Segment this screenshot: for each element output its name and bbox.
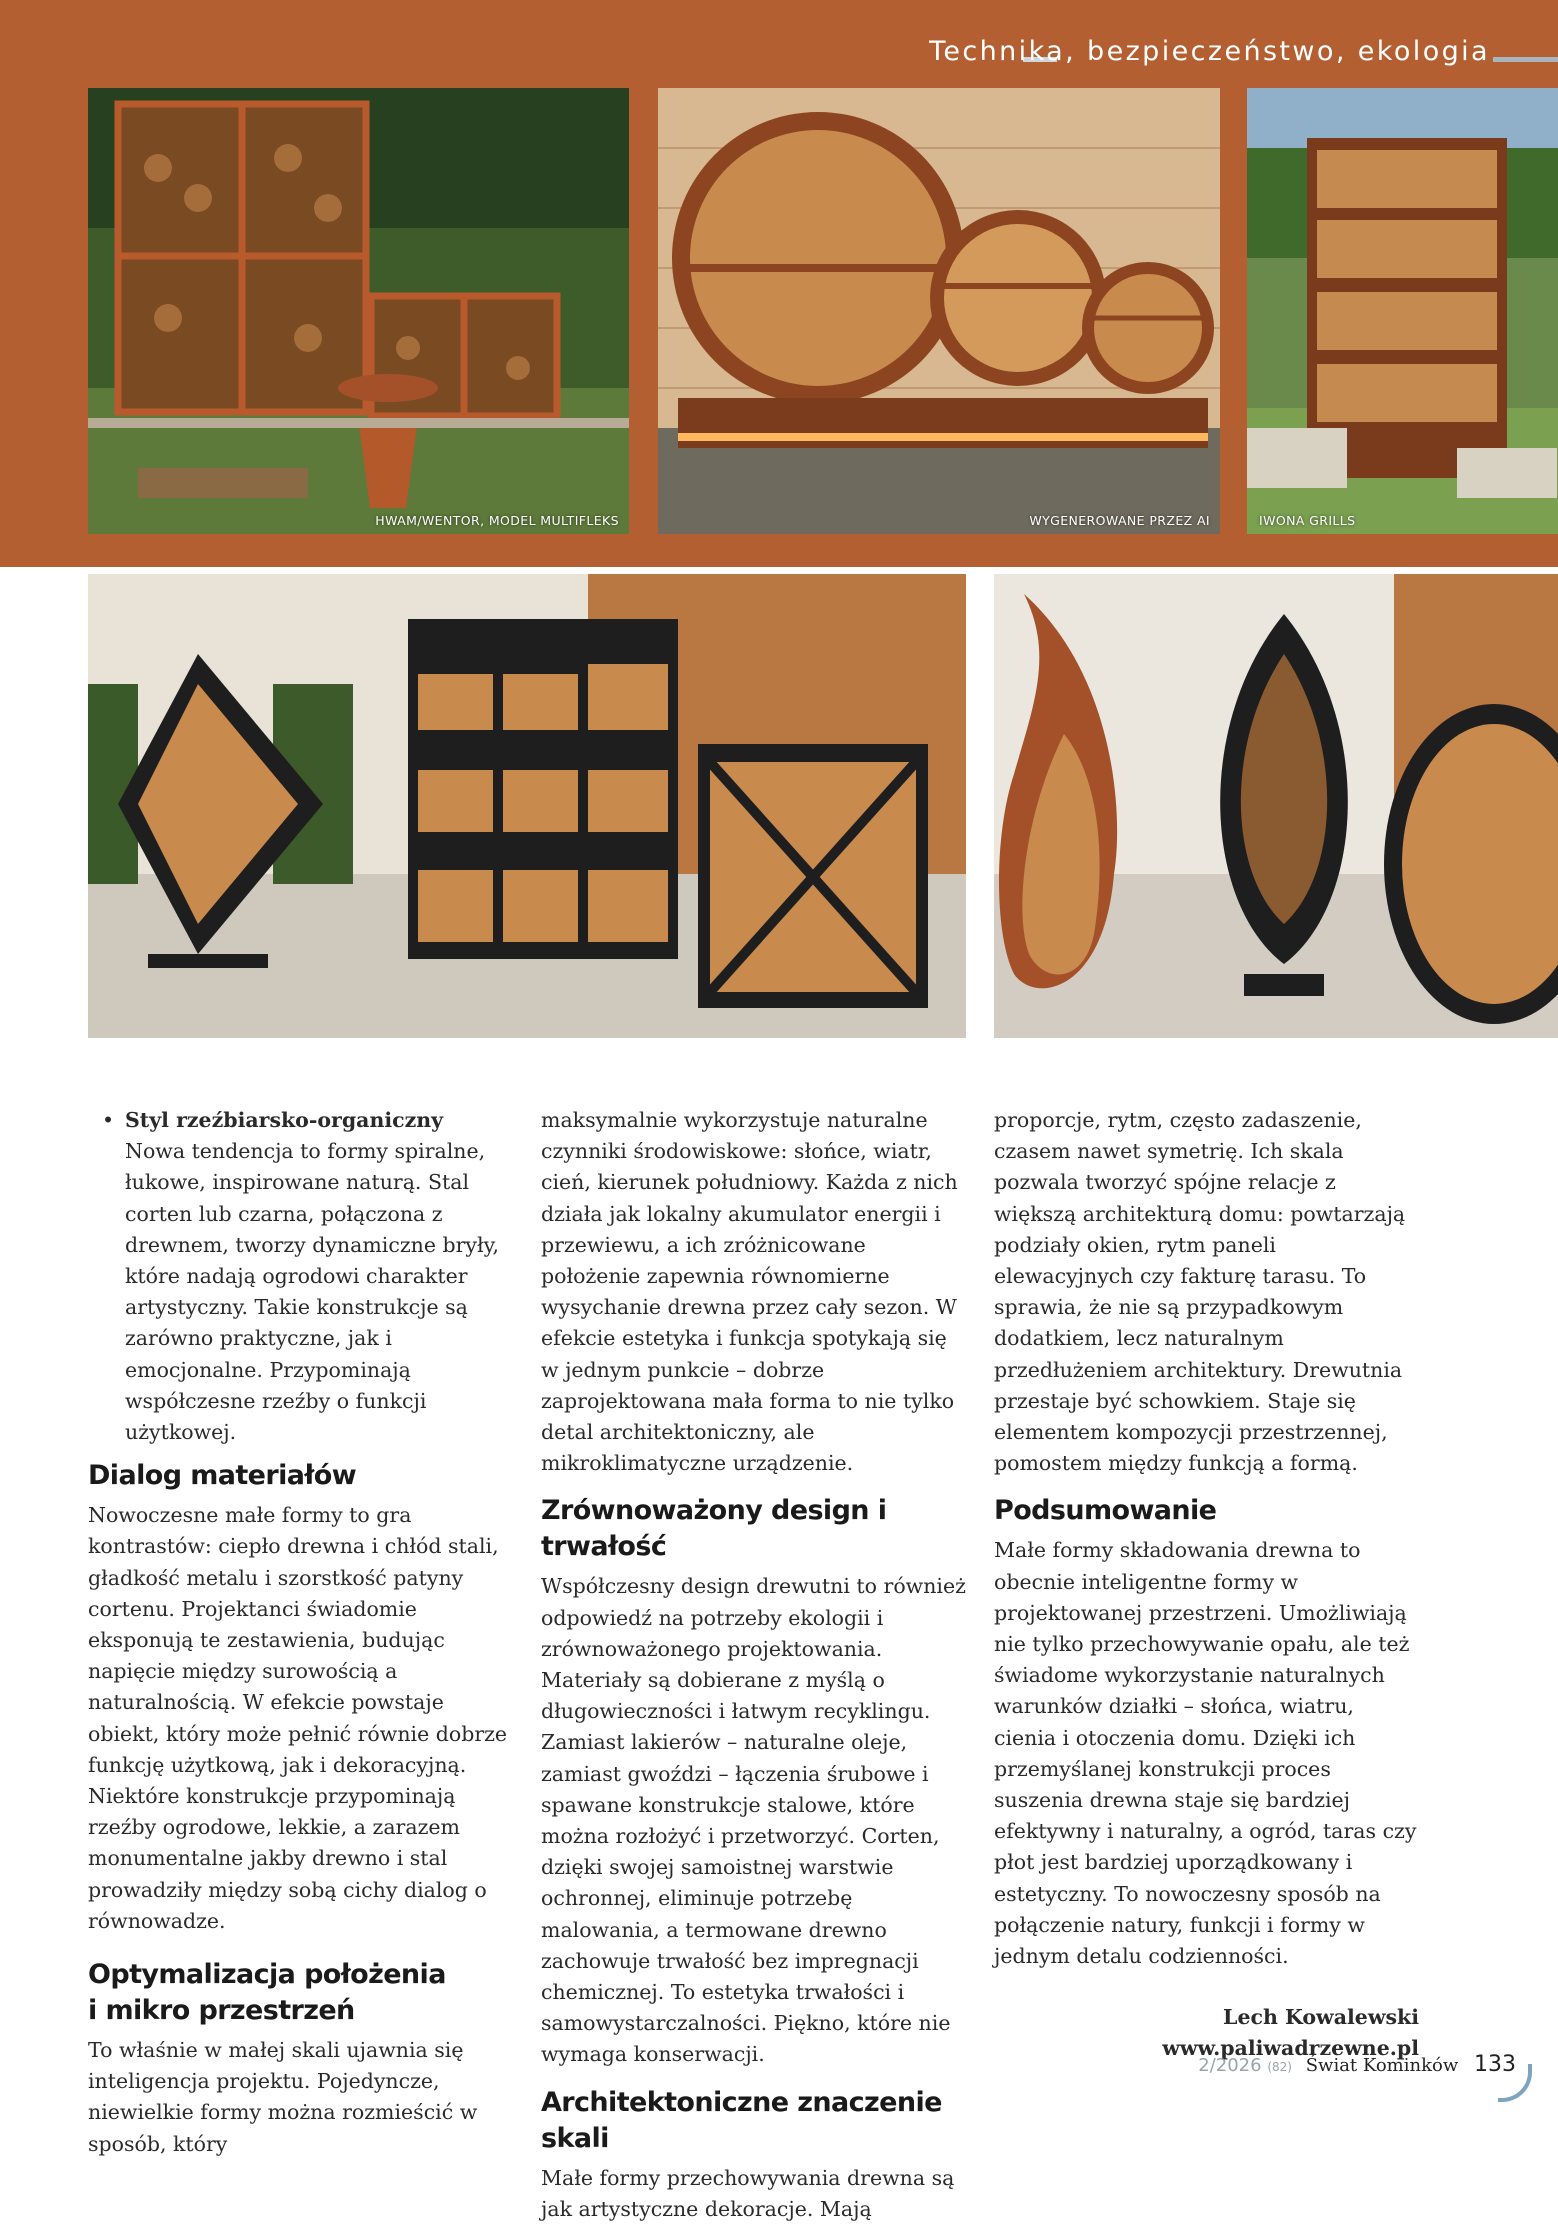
heading-architecture-scale: Architektoniczne znaczenie skali bbox=[541, 2086, 942, 2154]
photo-organic-shaped-racks bbox=[994, 574, 1558, 1038]
paragraph-sustainable-design: Współczesny design drewutni to również odpowiedź na potrzeby ekologii i zrównoważonego projektowania. Materiały są dobierane z myślą o długowieczności i łatwym recyklingu. Zamiast lakierów – naturalne oleje, zamiast gwoździ – łączenia śrubowe i spawane konstrukcje stalowe, które można rozłożyć i przetworzyć. Corten, dzięki swojej samoistnej warstwie ochronnej, eliminuje potrzebę malowania, a termowane drewno zachowuje trwałość bez impregnacji chemicznej. To estetyka trwałości i samowystarczalności. Piękno, które nie wymaga konserwacji. bbox=[541, 1574, 966, 2067]
heading-dialog: Dialog materiałów bbox=[88, 1460, 357, 1492]
author-name: Lech Kowalewski bbox=[1223, 2005, 1419, 2030]
issue-number: 2/2026 bbox=[1198, 2055, 1262, 2076]
bullet-item bbox=[88, 1105, 518, 1448]
photo-wood-storage-grid bbox=[88, 88, 629, 534]
heading-optimization-line-2: i mikro przestrzeń bbox=[88, 1995, 355, 2027]
header-dash-right bbox=[1493, 57, 1558, 62]
heading-sustainable-design: Zrównoważony design i trwałość bbox=[541, 1495, 887, 1563]
photo-credit: WYGENEROWANE PRZEZ AI bbox=[1029, 513, 1210, 528]
heading-summary: Podsumowanie bbox=[994, 1495, 1217, 1527]
middle-band bbox=[0, 543, 1558, 567]
paragraph-continuation: maksymalnie wykorzystuje naturalne czynniki środowiskowe: słońce, wiatr, cień, kierunek południowy. Każda z nich działa jak lokalny akumulator energii i przewiewu, a ich zróżnicowane położenie zapewnia równomierne wysychanie drewna przez cały sezon. W efekcie estetyka i funkcja spotykają się w jednym punkcie – dobrze zaprojektowana mała forma to nie tylko detal architektoniczny, ale mikroklimatyczne urządzenie. bbox=[541, 1108, 958, 1476]
article-column-2 bbox=[541, 1105, 966, 2225]
issue-count: (82) bbox=[1267, 2060, 1292, 2074]
paragraph-summary: Małe formy składowania drewna to obecnie inteligentne formy w projektowanej przestrzeni. Umożliwiają nie tylko przechowywanie opału, ale też świadome wykorzystanie naturalnych warunków działki – słońca, wiatru, cienia i otoczenia domu. Dzięki ich przemyślanej konstrukcji proces suszenia drewna staje się bardziej efektywny i naturalny, a ogród, taras czy płot jest bardziej uporządkowany i estetyczny. To nowoczesny sposób na połączenie natury, funkcji i formy w jednym detalu codzienności. bbox=[994, 1538, 1417, 1969]
page-number: 133 bbox=[1474, 2052, 1516, 2077]
paragraph-continuation: proporcje, rytm, często zadaszenie, czasem nawet symetrię. Ich skala pozwala tworzyć spójne relacje z większą architekturą domu: powtarzają podziały okien, rytm paneli elewacyjnych czy fakturę tarasu. To sprawia, że nie są przypadkowym dodatkiem, lecz naturalnym przedłużeniem architektury. Drewutnia przestaje być schowkiem. Staje się elementem kompozycji przestrzennej, pomostem między funkcją a formą. bbox=[994, 1108, 1406, 1476]
photo-credit: HWAM/WENTOR, MODEL MULTIFLEKS bbox=[375, 513, 619, 528]
paragraph-dialog: Nowoczesne małe formy to gra kontrastów: ciepło drewna i chłód stali, gładkość metalu i szorstkość patyny cortenu. Projektanci świadomie eksponują te zestawienia, budując napięcie między surowością a naturalnością. W efekcie powstaje obiekt, który może pełnić równie dobrze funkcję użytkową, jak i dekoracyjną. Niektóre konstrukcje przypominają rzeźby ogrodowe, lekkie, a zarazem monumentalne jakby drewno i stal prowadziły między sobą cichy dialog o równowadze. bbox=[88, 1503, 508, 1933]
heading-optimization bbox=[88, 1957, 518, 2029]
section-label: Technika, bezpieczeństwo, ekologia bbox=[929, 36, 1490, 67]
photo-round-wood-storage bbox=[658, 88, 1220, 534]
paragraph-optimization: To właśnie w małej skali ujawnia się inteligencja projektu. Pojedyncze, niewielkie formy można rozmieścić w sposób, który bbox=[88, 2038, 478, 2156]
bullet-title: Styl rzeźbiarsko-organiczny bbox=[125, 1108, 444, 1132]
photo-black-steel-racks bbox=[88, 574, 966, 1038]
paragraph-architecture-scale: Małe formy przechowywania drewna są jak artystyczne dekoracje. Mają bbox=[541, 2165, 955, 2221]
page-footer bbox=[1198, 2052, 1516, 2077]
author-website: www.paliwadrzewne.pl bbox=[1162, 2036, 1419, 2061]
heading-optimization-line-1: Optymalizacja położenia bbox=[88, 1959, 446, 1991]
article-column-3 bbox=[994, 1105, 1419, 2065]
article-column-1 bbox=[88, 1105, 518, 2160]
photo-credit: IWONA GRILLS bbox=[1259, 513, 1356, 528]
bullet-text: Nowa tendencja to formy spiralne, łukowe, inspirowane naturą. Stal corten lub czarna, połączona z drewnem, tworzy dynamiczne bryły, które nadają ogrodowi charakter artystyczny. Takie konstrukcje są zarówno praktyczne, jak i emocjonalne. Przypominają współczesne rzeźby o funkcji użytkowej. bbox=[125, 1139, 500, 1445]
photo-wood-shelf bbox=[1247, 88, 1558, 534]
magazine-name: Świat Kominków bbox=[1305, 2055, 1459, 2076]
bullet-dot: • bbox=[102, 1108, 115, 1132]
footer-arc-decoration bbox=[1498, 2064, 1532, 2102]
